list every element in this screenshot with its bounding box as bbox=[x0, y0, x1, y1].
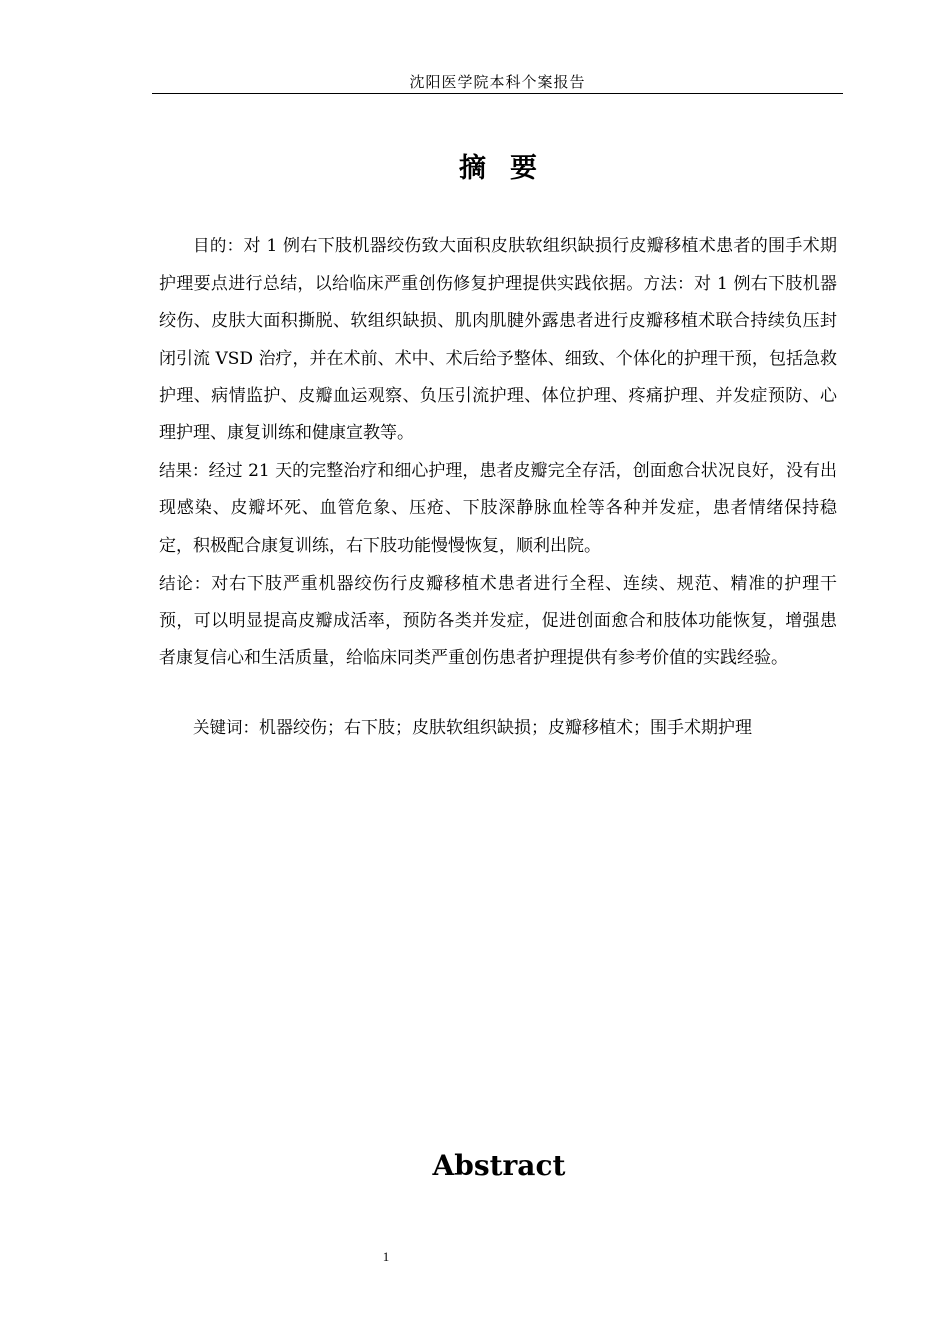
abstract-body bbox=[159, 227, 837, 677]
english-abstract-title: Abstract bbox=[432, 1149, 566, 1182]
page-number: 1 bbox=[382, 1249, 390, 1264]
method-label: 方法： bbox=[643, 274, 694, 294]
result-text: 经过 21 天的完整治疗和细心护理，患者皮瓣完全存活，创面愈合状况良好，没有出现感染、皮瓣坏死、血管危象、压疮、下肢深静脉血栓等各种并发症，患者情绪保持稳定，积极配合康复训练，右下肢功能慢慢恢复，顺利出院。 bbox=[159, 461, 837, 556]
abstract-title bbox=[0, 146, 950, 185]
purpose-label: 目的： bbox=[193, 236, 244, 255]
keywords-line bbox=[193, 709, 752, 747]
conclusion-text: 对右下肢严重机器绞伤行皮瓣移植术患者进行全程、连续、规范、精准的护理干预，可以明显提高皮瓣成活率，预防各类并发症，促进创面愈合和肢体功能恢复，增强患者康复信心和生活质量，给临床同类严重创伤患者护理提供有参考价值的实践经验。 bbox=[159, 573, 838, 669]
page-header bbox=[152, 72, 843, 94]
method-text: 对 1 例右下肢机器绞伤、皮肤大面积撕脱、软组织缺损、肌肉肌腱外露患者进行皮瓣移植术联合持续负压封闭引流 VSD 治疗，并在术前、术中、术后给予整体、细致、个体化的护理干预，包括急救护理、病情监护、皮瓣血运观察、负压引流护理、体位护理、疼痛护理、并发症预防、心理护理、康复训练和健康宣教等。 bbox=[159, 274, 838, 444]
result-paragraph bbox=[159, 452, 837, 565]
title-char-1: 摘 bbox=[459, 153, 488, 184]
conclusion-paragraph bbox=[159, 565, 837, 678]
purpose-text: 对 1 例右下肢机器绞伤致大面积皮肤软组织缺损行皮瓣移植术患者的围手术期护理要点进行总结，以给临床严重创伤修复护理提供实践依据。 bbox=[159, 236, 838, 295]
keywords-text: 机器绞伤；右下肢；皮肤软组织缺损；皮瓣移植术；围手术期护理 bbox=[259, 718, 752, 738]
header-text: 沈阳医学院本科个案报告 bbox=[409, 73, 586, 91]
conclusion-label: 结论： bbox=[159, 573, 212, 593]
title-char-2: 要 bbox=[510, 153, 539, 184]
keywords-label: 关键词： bbox=[193, 718, 259, 737]
result-label: 结果： bbox=[159, 461, 209, 481]
abstract-paragraph bbox=[159, 227, 837, 452]
